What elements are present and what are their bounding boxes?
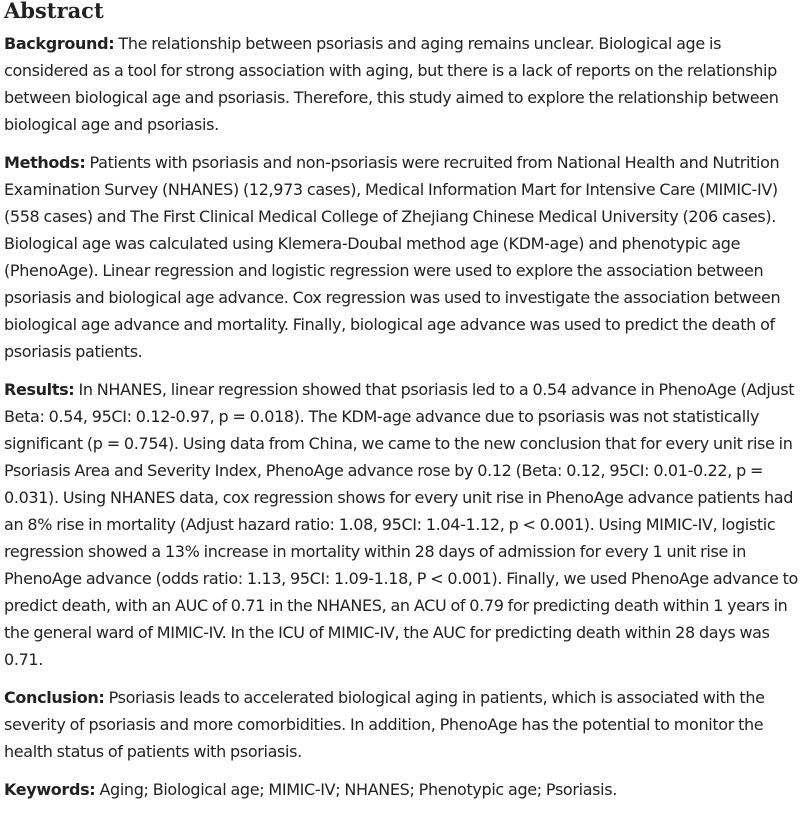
results-paragraph [4,376,805,673]
conclusion-paragraph [4,684,805,765]
background-label: Background: [4,34,115,53]
abstract-section [4,0,805,814]
keywords-text: Aging; Biological age; MIMIC-IV; NHANES; Phenotypic age; Psoriasis. [99,780,617,799]
results-label: Results: [4,380,75,399]
conclusion-label: Conclusion: [4,688,105,707]
background-text: The relationship between psoriasis and aging remains unclear. Biological age is considered as a tool for strong association with aging, but there is a lack of reports on the relationship between biological age and psoriasis. Therefore, this study aimed to explore the relationship between biological age and psoriasis. [4,34,779,134]
keywords-label: Keywords: [4,780,96,799]
methods-text: Patients with psoriasis and non-psoriasis were recruited from National Health and Nutrition Examination Survey (NHANES) (12,973 cases), Medical Information Mart for Intensive Care (MIMIC-IV) (558 cases) and The First Clinical Medical College of Zhejiang Chinese Medical University (206 cases). Biological age was calculated using Klemera-Doubal method age (KDM-age) and phenotypic age (PhenoAge). Linear regression and logistic regression were used to explore the association between psoriasis and biological age advance. Cox regression was used to investigate the association between biological age advance and mortality. Finally, biological age advance was used to predict the death of psoriasis patients. [4,153,781,361]
results-text: In NHANES, linear regression showed that psoriasis led to a 0.54 advance in PhenoAge (Adjust Beta: 0.54, 95CI: 0.12-0.97, p = 0.018). The KDM-age advance due to psoriasis was not statistically significant (p = 0.754). Using data from China, we came to the new conclusion that for every unit rise in Psoriasis Area and Severity Index, PhenoAge advance rose by 0.12 (Beta: 0.12, 95CI: 0.01-0.22, p = 0.031). Using NHANES data, cox regression shows for every unit rise in PhenoAge advance patients had an 8% rise in mortality (Adjust hazard ratio: 1.08, 95CI: 1.04-1.12, p < 0.001). Using MIMIC-IV, logistic regression showed a 13% increase in mortality within 28 days of admission for every 1 unit rise in PhenoAge advance (odds ratio: 1.13, 95CI: 1.09-1.18, P < 0.001). Finally, we used PhenoAge advance to predict death, with an AUC of 0.71 in the NHANES, an ACU of 0.79 for predicting death within 1 years in the general ward of MIMIC-IV. In the ICU of MIMIC-IV, the AUC for predicting death within 28 days was 0.71. [4,380,798,669]
conclusion-text: Psoriasis leads to accelerated biological aging in patients, which is associated with the severity of psoriasis and more comorbidities. In addition, PhenoAge has the potential to monitor the health status of patients with psoriasis. [4,688,765,761]
abstract-heading: Abstract [4,0,104,23]
methods-paragraph [4,149,805,365]
methods-label: Methods: [4,153,86,172]
background-paragraph [4,30,805,138]
keywords-paragraph [4,776,805,803]
